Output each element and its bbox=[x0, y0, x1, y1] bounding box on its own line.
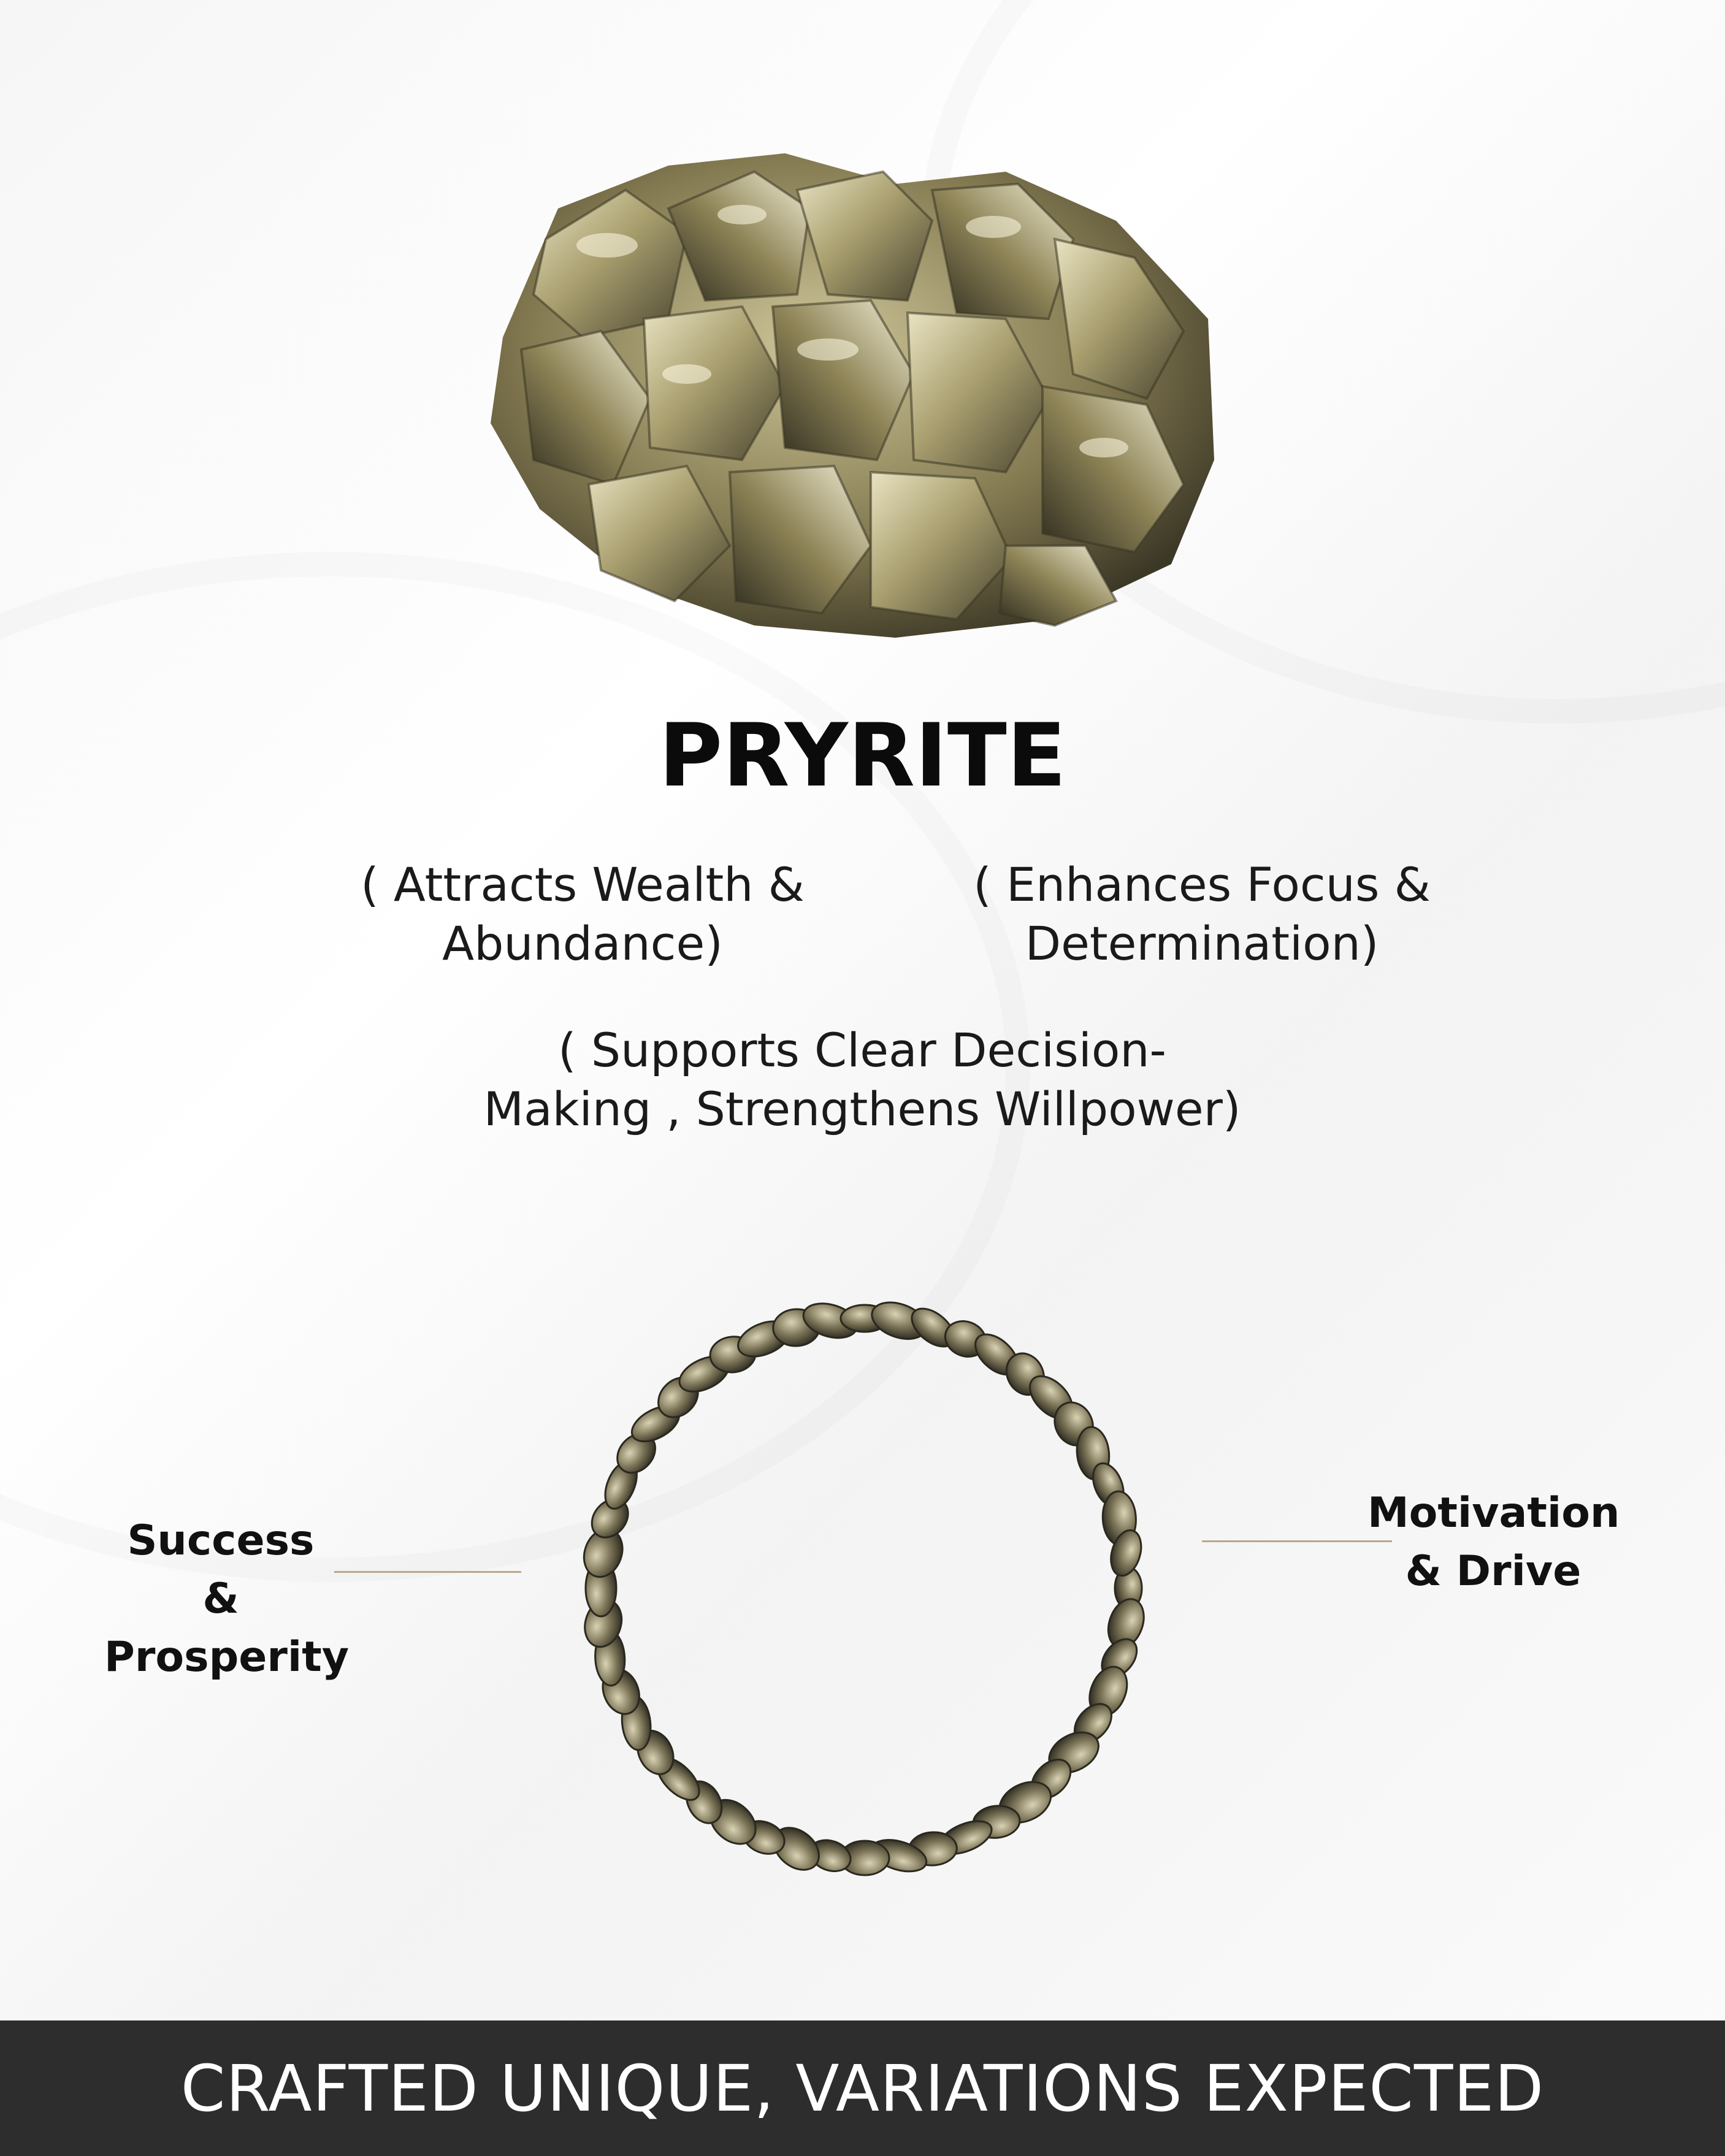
callout-success-prosperity bbox=[104, 1512, 350, 1686]
property-decision bbox=[464, 1021, 1261, 1139]
footer-banner bbox=[0, 2020, 1725, 2156]
property-line: ( Enhances Focus & bbox=[973, 857, 1431, 912]
property-line: Determination) bbox=[1025, 916, 1379, 971]
callout-line: Success & bbox=[127, 1516, 315, 1623]
property-line: ( Supports Clear Decision- bbox=[558, 1023, 1166, 1077]
property-focus bbox=[957, 855, 1447, 973]
product-title: PRYRITE bbox=[659, 705, 1066, 806]
footer-text: CRAFTED UNIQUE, VARIATIONS EXPECTED bbox=[180, 2051, 1545, 2126]
property-line: ( Attracts Wealth & bbox=[361, 857, 805, 912]
callout-line: & Drive bbox=[1405, 1547, 1582, 1596]
callout-line: Prosperity bbox=[104, 1633, 350, 1681]
callout-motivation-drive bbox=[1367, 1484, 1619, 1600]
pyrite-bracelet-image bbox=[527, 1282, 1202, 1895]
property-line: Abundance) bbox=[442, 916, 723, 971]
pyrite-stone-image bbox=[466, 117, 1239, 656]
callout-leader-line-right bbox=[1202, 1540, 1392, 1542]
property-line: Making , Strengthens Willpower) bbox=[483, 1082, 1241, 1136]
property-wealth bbox=[343, 855, 822, 973]
callout-line: Motivation bbox=[1367, 1489, 1620, 1537]
callout-leader-line-left bbox=[334, 1571, 521, 1573]
